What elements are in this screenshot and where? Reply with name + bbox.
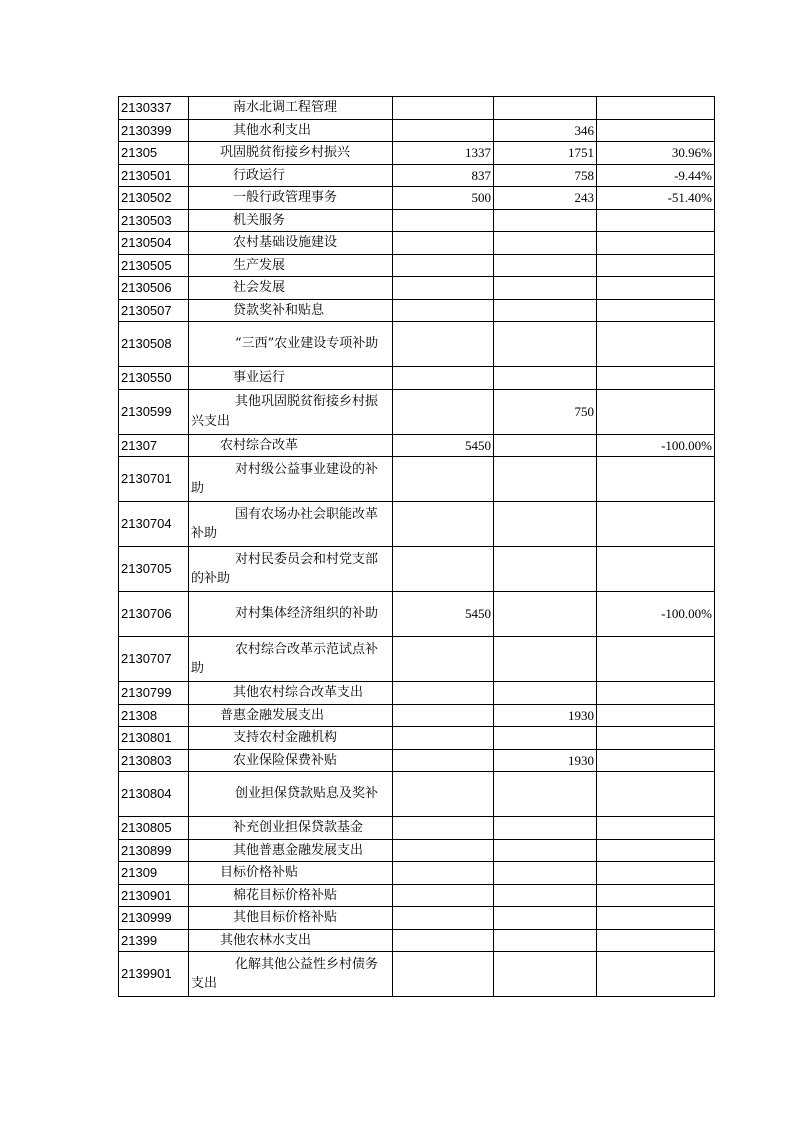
subject-name-cell: 其他普惠金融发展支出	[189, 839, 393, 862]
subject-code-cell: 2130502	[119, 187, 189, 210]
table-row	[119, 547, 715, 592]
prior-amount-cell	[393, 389, 494, 434]
change-percent-cell	[597, 637, 715, 682]
prior-amount-cell	[393, 727, 494, 750]
prior-amount-cell	[393, 704, 494, 727]
table-row	[119, 164, 715, 187]
change-percent-cell	[597, 209, 715, 232]
subject-code-cell: 2130799	[119, 682, 189, 705]
prior-amount-cell	[393, 209, 494, 232]
subject-name-cell: 对村集体经济组织的补助	[189, 592, 393, 637]
table-row	[119, 322, 715, 367]
current-amount-cell	[494, 502, 597, 547]
current-amount-cell	[494, 592, 597, 637]
subject-name-cell: 社会发展	[189, 277, 393, 300]
subject-name-cell: 贷款奖补和贴息	[189, 299, 393, 322]
change-percent-cell	[597, 232, 715, 255]
current-amount-cell: 1751	[494, 142, 597, 165]
table-row	[119, 254, 715, 277]
current-amount-cell	[494, 772, 597, 817]
change-percent-cell	[597, 119, 715, 142]
prior-amount-cell: 5450	[393, 592, 494, 637]
subject-code-cell: 2139901	[119, 952, 189, 997]
subject-name-cell: 创业担保贷款贴息及奖补	[189, 772, 393, 817]
subject-code-cell: 2130399	[119, 119, 189, 142]
table-row	[119, 142, 715, 165]
prior-amount-cell	[393, 457, 494, 502]
subject-code-cell: 2130999	[119, 907, 189, 930]
subject-name-cell: 其他目标价格补贴	[189, 907, 393, 930]
table-row	[119, 187, 715, 210]
prior-amount-cell	[393, 907, 494, 930]
change-percent-cell	[597, 502, 715, 547]
subject-code-cell: 21308	[119, 704, 189, 727]
subject-code-cell: 2130507	[119, 299, 189, 322]
subject-code-cell: 2130337	[119, 97, 189, 120]
subject-name-cell: 机关服务	[189, 209, 393, 232]
current-amount-cell	[494, 254, 597, 277]
prior-amount-cell	[393, 862, 494, 885]
current-amount-cell	[494, 277, 597, 300]
table-row	[119, 592, 715, 637]
current-amount-cell	[494, 682, 597, 705]
prior-amount-cell: 1337	[393, 142, 494, 165]
current-amount-cell: 758	[494, 164, 597, 187]
subject-code-cell: 2130804	[119, 772, 189, 817]
prior-amount-cell	[393, 367, 494, 390]
subject-code-cell: 2130805	[119, 817, 189, 840]
subject-name-cell: 棉花目标价格补贴	[189, 884, 393, 907]
subject-code-cell: 21399	[119, 929, 189, 952]
current-amount-cell: 346	[494, 119, 597, 142]
current-amount-cell	[494, 817, 597, 840]
change-percent-cell	[597, 254, 715, 277]
current-amount-cell	[494, 232, 597, 255]
table-row	[119, 97, 715, 120]
table-row	[119, 772, 715, 817]
subject-code-cell: 2130803	[119, 749, 189, 772]
subject-code-cell: 2130705	[119, 547, 189, 592]
change-percent-cell	[597, 547, 715, 592]
subject-name-cell: 对村民委员会和村党支部的补助	[189, 547, 393, 592]
subject-name-cell: 其他巩固脱贫衔接乡村振兴支出	[189, 389, 393, 434]
prior-amount-cell	[393, 839, 494, 862]
table-row	[119, 637, 715, 682]
current-amount-cell	[494, 884, 597, 907]
subject-name-cell: 农业保险保费补贴	[189, 749, 393, 772]
prior-amount-cell	[393, 637, 494, 682]
current-amount-cell	[494, 97, 597, 120]
subject-name-cell: 一般行政管理事务	[189, 187, 393, 210]
subject-code-cell: 2130550	[119, 367, 189, 390]
current-amount-cell	[494, 457, 597, 502]
change-percent-cell: -100.00%	[597, 434, 715, 457]
subject-code-cell: 2130701	[119, 457, 189, 502]
change-percent-cell	[597, 367, 715, 390]
table-row	[119, 232, 715, 255]
table-row	[119, 952, 715, 997]
prior-amount-cell	[393, 682, 494, 705]
change-percent-cell	[597, 952, 715, 997]
current-amount-cell	[494, 209, 597, 232]
subject-code-cell: 2130508	[119, 322, 189, 367]
current-amount-cell: 243	[494, 187, 597, 210]
subject-name-cell: 对村级公益事业建设的补助	[189, 457, 393, 502]
change-percent-cell	[597, 682, 715, 705]
subject-code-cell: 2130704	[119, 502, 189, 547]
change-percent-cell	[597, 727, 715, 750]
subject-code-cell: 2130899	[119, 839, 189, 862]
prior-amount-cell	[393, 749, 494, 772]
subject-name-cell: 国有农场办社会职能改革补助	[189, 502, 393, 547]
subject-code-cell: 2130501	[119, 164, 189, 187]
subject-code-cell: 2130599	[119, 389, 189, 434]
subject-name-cell: 普惠金融发展支出	[189, 704, 393, 727]
prior-amount-cell	[393, 254, 494, 277]
prior-amount-cell: 837	[393, 164, 494, 187]
current-amount-cell	[494, 547, 597, 592]
table-row	[119, 682, 715, 705]
current-amount-cell	[494, 907, 597, 930]
subject-code-cell: 2130506	[119, 277, 189, 300]
prior-amount-cell	[393, 547, 494, 592]
subject-name-cell: 补充创业担保贷款基金	[189, 817, 393, 840]
prior-amount-cell	[393, 772, 494, 817]
prior-amount-cell: 5450	[393, 434, 494, 457]
current-amount-cell	[494, 322, 597, 367]
prior-amount-cell	[393, 884, 494, 907]
table-row	[119, 277, 715, 300]
change-percent-cell	[597, 862, 715, 885]
current-amount-cell	[494, 839, 597, 862]
subject-name-cell: 支持农村金融机构	[189, 727, 393, 750]
subject-code-cell: 2130503	[119, 209, 189, 232]
change-percent-cell	[597, 907, 715, 930]
subject-code-cell: 2130707	[119, 637, 189, 682]
prior-amount-cell	[393, 119, 494, 142]
table-row	[119, 817, 715, 840]
current-amount-cell	[494, 367, 597, 390]
subject-name-cell: 农村基础设施建设	[189, 232, 393, 255]
change-percent-cell	[597, 389, 715, 434]
subject-name-cell: 农村综合改革示范试点补助	[189, 637, 393, 682]
subject-code-cell: 2130706	[119, 592, 189, 637]
subject-code-cell: 2130505	[119, 254, 189, 277]
prior-amount-cell	[393, 817, 494, 840]
change-percent-cell	[597, 929, 715, 952]
table-row	[119, 704, 715, 727]
change-percent-cell: -100.00%	[597, 592, 715, 637]
change-percent-cell	[597, 704, 715, 727]
change-percent-cell	[597, 884, 715, 907]
subject-name-cell: 事业运行	[189, 367, 393, 390]
subject-code-cell: 21309	[119, 862, 189, 885]
prior-amount-cell	[393, 952, 494, 997]
table-row	[119, 862, 715, 885]
subject-name-cell: “三西”农业建设专项补助	[189, 322, 393, 367]
current-amount-cell	[494, 637, 597, 682]
budget-table-body	[119, 97, 715, 997]
change-percent-cell: -9.44%	[597, 164, 715, 187]
table-row	[119, 457, 715, 502]
prior-amount-cell	[393, 97, 494, 120]
change-percent-cell	[597, 299, 715, 322]
prior-amount-cell	[393, 502, 494, 547]
subject-name-cell: 其他农村综合改革支出	[189, 682, 393, 705]
prior-amount-cell	[393, 322, 494, 367]
subject-name-cell: 南水北调工程管理	[189, 97, 393, 120]
change-percent-cell	[597, 97, 715, 120]
change-percent-cell	[597, 817, 715, 840]
prior-amount-cell	[393, 299, 494, 322]
current-amount-cell	[494, 862, 597, 885]
subject-name-cell: 化解其他公益性乡村债务支出	[189, 952, 393, 997]
table-row	[119, 434, 715, 457]
change-percent-cell	[597, 277, 715, 300]
prior-amount-cell	[393, 277, 494, 300]
current-amount-cell: 1930	[494, 704, 597, 727]
table-row	[119, 727, 715, 750]
current-amount-cell	[494, 929, 597, 952]
change-percent-cell	[597, 749, 715, 772]
table-row	[119, 502, 715, 547]
current-amount-cell	[494, 727, 597, 750]
change-percent-cell	[597, 772, 715, 817]
table-row	[119, 907, 715, 930]
change-percent-cell: -51.40%	[597, 187, 715, 210]
prior-amount-cell: 500	[393, 187, 494, 210]
table-row	[119, 929, 715, 952]
change-percent-cell	[597, 322, 715, 367]
subject-name-cell: 其他农林水支出	[189, 929, 393, 952]
subject-name-cell: 生产发展	[189, 254, 393, 277]
change-percent-cell	[597, 839, 715, 862]
current-amount-cell	[494, 299, 597, 322]
table-row	[119, 209, 715, 232]
current-amount-cell	[494, 434, 597, 457]
table-row	[119, 884, 715, 907]
subject-code-cell: 21305	[119, 142, 189, 165]
current-amount-cell	[494, 952, 597, 997]
subject-code-cell: 2130801	[119, 727, 189, 750]
subject-name-cell: 农村综合改革	[189, 434, 393, 457]
subject-name-cell: 目标价格补贴	[189, 862, 393, 885]
table-row	[119, 389, 715, 434]
table-row	[119, 839, 715, 862]
budget-table	[118, 96, 715, 997]
table-row	[119, 299, 715, 322]
change-percent-cell: 30.96%	[597, 142, 715, 165]
table-row	[119, 367, 715, 390]
subject-code-cell: 2130901	[119, 884, 189, 907]
table-row	[119, 119, 715, 142]
subject-code-cell: 2130504	[119, 232, 189, 255]
prior-amount-cell	[393, 232, 494, 255]
subject-code-cell: 21307	[119, 434, 189, 457]
current-amount-cell: 750	[494, 389, 597, 434]
change-percent-cell	[597, 457, 715, 502]
table-row	[119, 749, 715, 772]
subject-name-cell: 巩固脱贫衔接乡村振兴	[189, 142, 393, 165]
prior-amount-cell	[393, 929, 494, 952]
subject-name-cell: 其他水利支出	[189, 119, 393, 142]
current-amount-cell: 1930	[494, 749, 597, 772]
subject-name-cell: 行政运行	[189, 164, 393, 187]
